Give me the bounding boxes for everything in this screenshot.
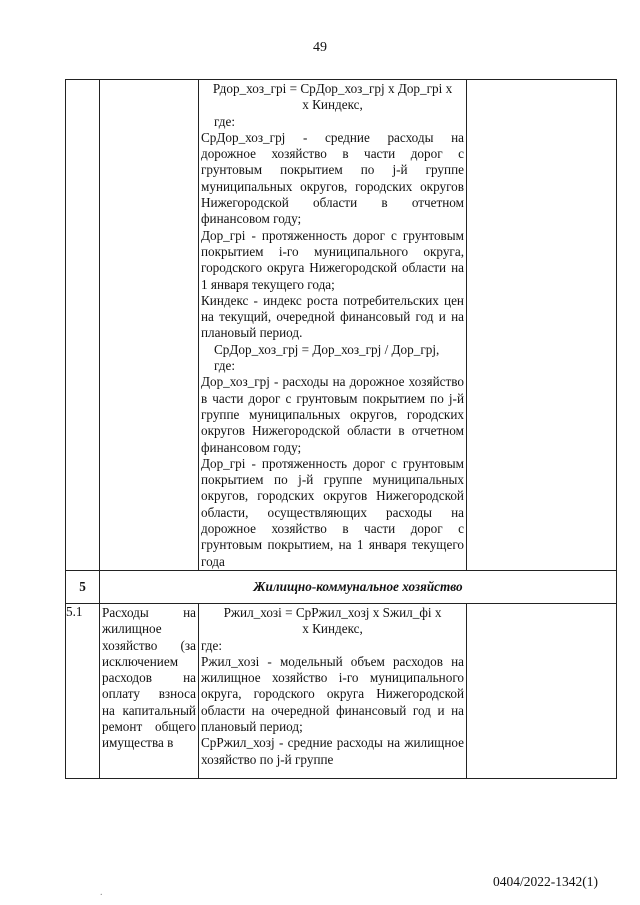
formula-line: Дор_хоз_грj - расходы на дорожное хозяйство в части дорог с грунтовым покрытием по j-й группе муниципальных округов, городских округов Нижегородской области в отчетном финансовом году; xyxy=(201,374,464,455)
table-row-section xyxy=(66,570,617,603)
note-cell xyxy=(467,80,617,571)
indicator-name: Расходы на жилищное хозяйство (за исключением расходов на оплату взноса на капитальный ремонт общего имущества в xyxy=(102,604,196,751)
formula-text xyxy=(199,604,466,768)
row-number: 5.1 xyxy=(66,603,100,778)
section-number: 5 xyxy=(66,570,100,603)
formula-cell xyxy=(199,80,467,571)
table-row-continued xyxy=(66,80,617,571)
formula-line: x Киндекс, xyxy=(302,621,363,637)
formula-line: x Киндекс, xyxy=(302,97,363,113)
methodology-table xyxy=(65,79,617,779)
formula-line: Ржил_хозi = СрРжил_хозj x Sжил_фi x xyxy=(223,604,442,620)
formula-line: СрРжил_хозj - средние расходы на жилищное хозяйство по j-й группе xyxy=(201,735,464,767)
page-number: 49 xyxy=(313,40,327,55)
formula-cell xyxy=(199,603,467,778)
formula-line: СрДор_хоз_грj - средние расходы на дорожное хозяйство в части дорог с грунтовым покрытием по j-й группе муниципальных округов, городских округов Нижегородской области в отчетном финансовом году; xyxy=(201,129,464,227)
indicator-name-cell xyxy=(100,80,199,571)
formula-line: Рдор_хоз_грi = СрДор_хоз_грj x Дор_грi x xyxy=(212,81,453,96)
formula-line: где: xyxy=(214,358,235,374)
formula-line: Ржил_хозi - модельный объем расходов на жилищное хозяйство i-го муниципального округа, городского округа Нижегородской области на очередной финансовый год и на плановый период; xyxy=(201,653,464,734)
table-row-5-1 xyxy=(66,603,617,778)
note-cell xyxy=(467,603,617,778)
formula-text xyxy=(199,80,466,570)
formula-line: где: xyxy=(214,113,235,129)
section-title: Жилищно-коммунальное хозяйство xyxy=(100,570,617,603)
formula-line: Дор_грi - протяженность дорог с грунтовым покрытием по j-й группе муниципальных округов, городских округов Нижегородской области, осуществляющих расходы на дорожное хозяйство в части дорог с грунтовым покрытием, на 1 января текущего года xyxy=(201,455,464,569)
indicator-name-cell xyxy=(100,603,199,778)
formula-line: Киндекс - индекс роста потребительских цен на текущий, очередной финансовый год и на плановый период. xyxy=(201,292,464,341)
formula-line: Дор_грi - протяженность дорог с грунтовым покрытием i-го муниципального округа, городского округа Нижегородской области на 1 января текущего года; xyxy=(201,227,464,292)
document-code: 0404/2022-1342(1) xyxy=(493,874,598,889)
row-number-cell xyxy=(66,80,100,571)
formula-line: СрДор_хоз_грj = Дор_хоз_грj / Дор_грj, xyxy=(214,341,440,357)
formula-line: где: xyxy=(201,637,222,653)
scan-mark: . xyxy=(100,887,103,898)
